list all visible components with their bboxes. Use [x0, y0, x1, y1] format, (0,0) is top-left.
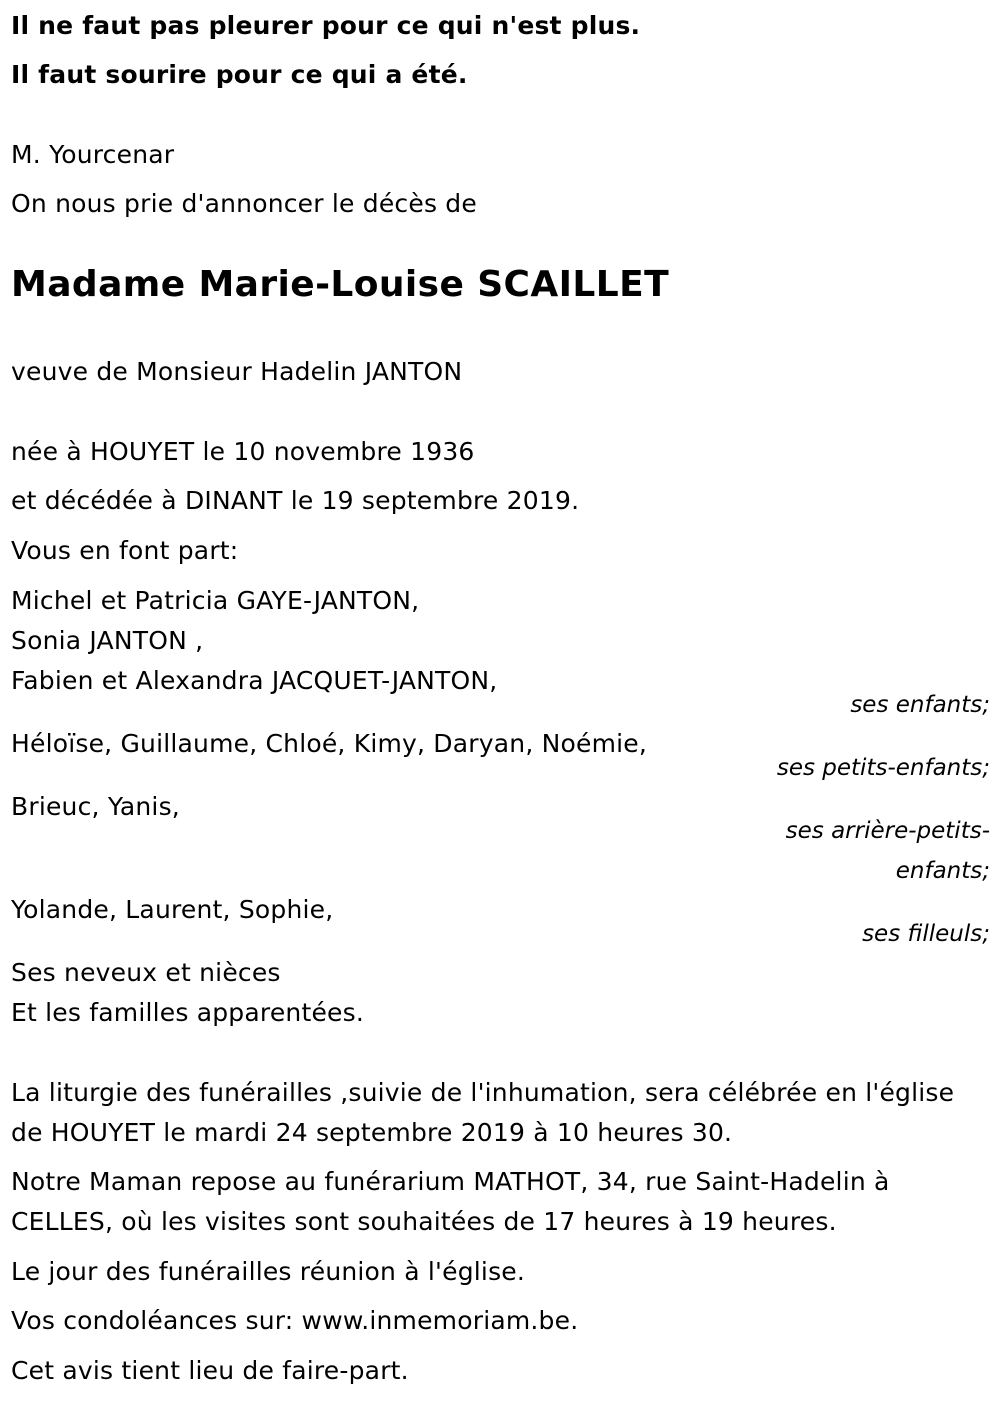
great-grandchildren-role-1: ses arrière-petits-	[785, 818, 990, 844]
nephews-nieces: Ses neveux et nièces	[11, 958, 281, 987]
child-1: Michel et Patricia GAYE-JANTON,	[11, 586, 420, 615]
death-info: et décédée à DINANT le 19 septembre 2019.	[11, 486, 580, 515]
children-role: ses enfants;	[850, 692, 990, 718]
birth-info: née à HOUYET le 10 novembre 1936	[11, 437, 475, 466]
widow-of: veuve de Monsieur Hadelin JANTON	[11, 357, 463, 386]
quote-line-2: Il faut sourire pour ce qui a été.	[11, 60, 468, 89]
godchildren: Yolande, Laurent, Sophie,	[11, 895, 334, 924]
grandchildren-role: ses petits-enfants;	[776, 755, 990, 781]
great-grandchildren-role-2: enfants;	[895, 858, 990, 884]
godchildren-role: ses filleuls;	[862, 921, 990, 947]
rest-line-1: Notre Maman repose au funérarium MATHOT, 34, rue Saint-Hadelin à	[11, 1167, 890, 1196]
great-grandchildren: Brieuc, Yanis,	[11, 792, 180, 821]
grandchildren: Héloïse, Guillaume, Chloé, Kimy, Daryan, Noémie,	[11, 729, 648, 758]
child-2: Sonia JANTON ,	[11, 626, 204, 655]
share-intro: Vous en font part:	[11, 536, 239, 565]
child-3: Fabien et Alexandra JACQUET-JANTON,	[11, 666, 498, 695]
quote-line-1: Il ne faut pas pleurer pour ce qui n'est plus.	[11, 11, 641, 40]
notice-info: Cet avis tient lieu de faire-part.	[11, 1356, 409, 1385]
rest-line-2: CELLES, où les visites sont souhaitées de 17 heures à 19 heures.	[11, 1207, 837, 1236]
quote-author: M. Yourcenar	[11, 140, 175, 169]
deceased-name: Madame Marie-Louise SCAILLET	[11, 264, 670, 305]
announcement-intro: On nous prie d'annoncer le décès de	[11, 189, 477, 218]
liturgy-line-1: La liturgie des funérailles ,suivie de l'inhumation, sera célébrée en l'église	[11, 1078, 955, 1107]
liturgy-line-2: de HOUYET le mardi 24 septembre 2019 à 10 heures 30.	[11, 1118, 733, 1147]
condolences-info: Vos condoléances sur: www.inmemoriam.be.	[11, 1306, 579, 1335]
meeting-info: Le jour des funérailles réunion à l'église.	[11, 1257, 526, 1286]
related-families: Et les familles apparentées.	[11, 998, 364, 1027]
